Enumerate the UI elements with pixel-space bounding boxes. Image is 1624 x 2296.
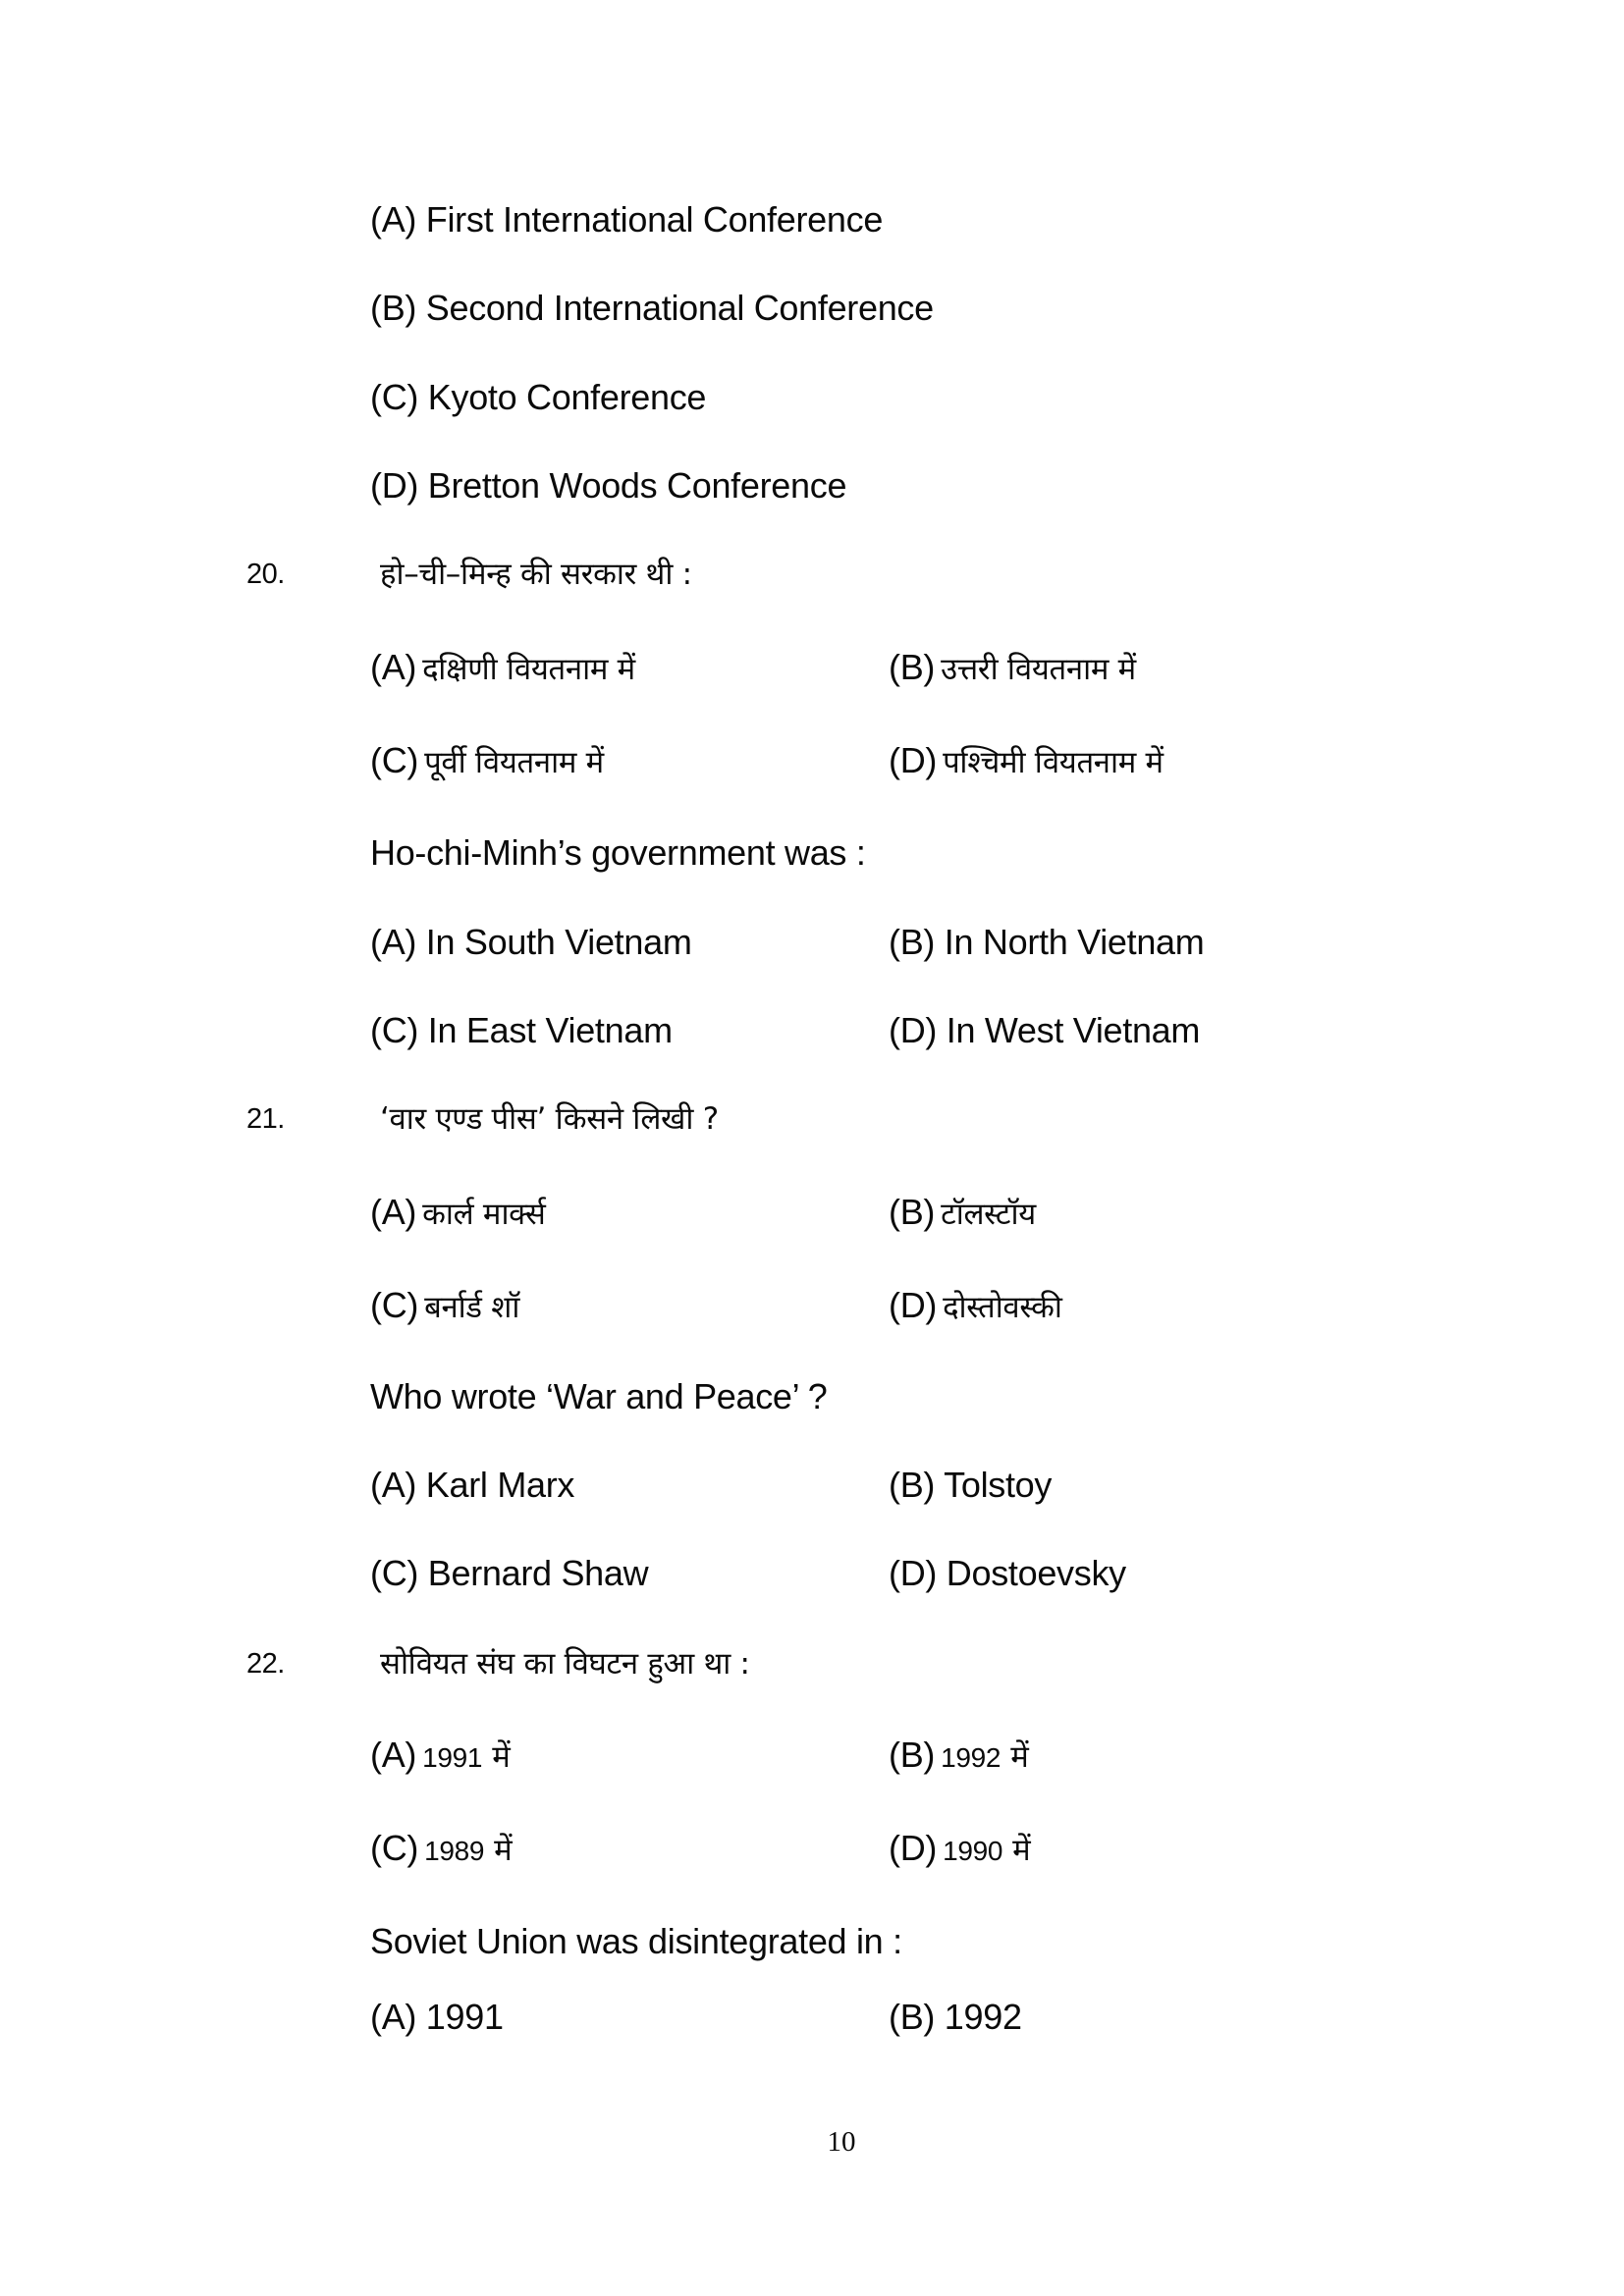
option-label: (A): [370, 1465, 417, 1505]
question-21-hindi: ‘वार एण्ड पीस’ किसने लिखी ?: [380, 1101, 719, 1137]
q19-option-b: [370, 287, 934, 330]
option-label: (C): [370, 1010, 419, 1050]
option-text: बर्नार्ड शॉ: [424, 1290, 520, 1325]
option-label: (A): [370, 1735, 417, 1775]
option-label: (C): [370, 740, 419, 780]
option-suffix: में: [494, 1833, 513, 1868]
q22-en-option-b: [889, 1996, 1022, 2039]
option-text: Bernard Shaw: [427, 1553, 649, 1593]
q21-hi-option-c: [370, 1284, 519, 1327]
q19-option-d: [370, 464, 846, 507]
q20-en-option-b: [889, 921, 1204, 964]
option-text: In North Vietnam: [944, 922, 1205, 962]
option-suffix: में: [1010, 1739, 1029, 1775]
option-label: (D): [889, 1285, 938, 1325]
option-label: (D): [889, 1553, 938, 1593]
option-label: (C): [370, 1553, 419, 1593]
option-label: (B): [370, 288, 417, 328]
option-label: (B): [889, 1997, 936, 2037]
q20-en-option-a: [370, 921, 692, 964]
option-text: पश्चिमी वियतनाम में: [943, 745, 1164, 780]
q22-hi-option-a: [370, 1734, 510, 1777]
option-text: Dostoevsky: [946, 1553, 1126, 1593]
option-label: (B): [889, 1192, 936, 1232]
option-label: (B): [889, 922, 936, 962]
q20-en-option-c: [370, 1009, 673, 1052]
option-label: (B): [889, 1465, 936, 1505]
option-year: 1992: [941, 1742, 1001, 1773]
q21-hi-option-a: [370, 1191, 546, 1234]
option-label: (C): [370, 1285, 419, 1325]
q19-option-c: [370, 376, 706, 419]
option-text: पूर्वी वियतनाम में: [424, 745, 604, 780]
option-label: (D): [889, 1828, 938, 1868]
question-number-21: 21.: [246, 1103, 285, 1135]
option-label: (A): [370, 1192, 417, 1232]
option-label: (D): [889, 1010, 938, 1050]
option-text: 1991: [425, 1997, 504, 2037]
option-label: (A): [370, 199, 417, 240]
option-label: (C): [370, 377, 419, 417]
option-text: दक्षिणी वियतनाम में: [422, 652, 635, 687]
option-year: 1990: [943, 1836, 1003, 1866]
page-number: 10: [827, 2126, 856, 2158]
option-text: Karl Marx: [425, 1465, 575, 1505]
option-text: Second International Conference: [425, 288, 934, 328]
option-label: (D): [889, 740, 938, 780]
question-21-english: Who wrote ‘War and Peace’ ?: [370, 1376, 828, 1416]
option-suffix: में: [492, 1739, 511, 1775]
option-text: In South Vietnam: [425, 922, 692, 962]
option-text: In West Vietnam: [946, 1010, 1201, 1050]
option-label: (C): [370, 1828, 419, 1868]
q20-hi-option-d: [889, 739, 1164, 782]
option-suffix: में: [1012, 1833, 1031, 1868]
question-20-hindi: हो–ची–मिन्ह की सरकार थी :: [380, 557, 692, 592]
option-text: दोस्तोवस्की: [943, 1290, 1062, 1325]
q21-en-option-a: [370, 1464, 574, 1507]
option-text: टॉलस्टॉय: [941, 1197, 1036, 1232]
q20-hi-option-c: [370, 739, 604, 782]
q20-hi-option-b: [889, 646, 1136, 689]
option-text: Kyoto Conference: [427, 377, 707, 417]
q21-hi-option-d: [889, 1284, 1062, 1327]
q22-hi-option-d: [889, 1827, 1030, 1870]
q21-en-option-d: [889, 1552, 1126, 1595]
option-label: (B): [889, 647, 936, 687]
q21-hi-option-b: [889, 1191, 1036, 1234]
option-text: 1992: [944, 1997, 1022, 2037]
q22-hi-option-c: [370, 1827, 512, 1870]
option-text: उत्तरी वियतनाम में: [941, 652, 1136, 687]
option-text: Tolstoy: [944, 1465, 1053, 1505]
option-label: (A): [370, 647, 417, 687]
q22-hi-option-b: [889, 1734, 1028, 1777]
question-20-english: Ho-chi-Minh’s government was :: [370, 832, 866, 873]
q19-option-a: [370, 198, 883, 241]
option-label: (A): [370, 922, 417, 962]
q22-en-option-a: [370, 1996, 504, 2039]
option-label: (B): [889, 1735, 936, 1775]
question-22-hindi: सोवियत संघ का विघटन हुआ था :: [380, 1646, 750, 1682]
option-text: First International Conference: [425, 199, 884, 240]
q20-hi-option-a: [370, 646, 635, 689]
question-number-22: 22.: [246, 1648, 285, 1680]
option-label: (A): [370, 1997, 417, 2037]
option-year: 1989: [424, 1836, 485, 1866]
q20-en-option-d: [889, 1009, 1200, 1052]
question-22-english: Soviet Union was disintegrated in :: [370, 1921, 902, 1961]
option-year: 1991: [422, 1742, 483, 1773]
option-text: In East Vietnam: [427, 1010, 673, 1050]
option-label: (D): [370, 465, 419, 506]
q21-en-option-b: [889, 1464, 1052, 1507]
q21-en-option-c: [370, 1552, 648, 1595]
question-number-20: 20.: [246, 559, 285, 590]
option-text: Bretton Woods Conference: [427, 465, 847, 506]
option-text: कार्ल मार्क्स: [422, 1197, 546, 1232]
